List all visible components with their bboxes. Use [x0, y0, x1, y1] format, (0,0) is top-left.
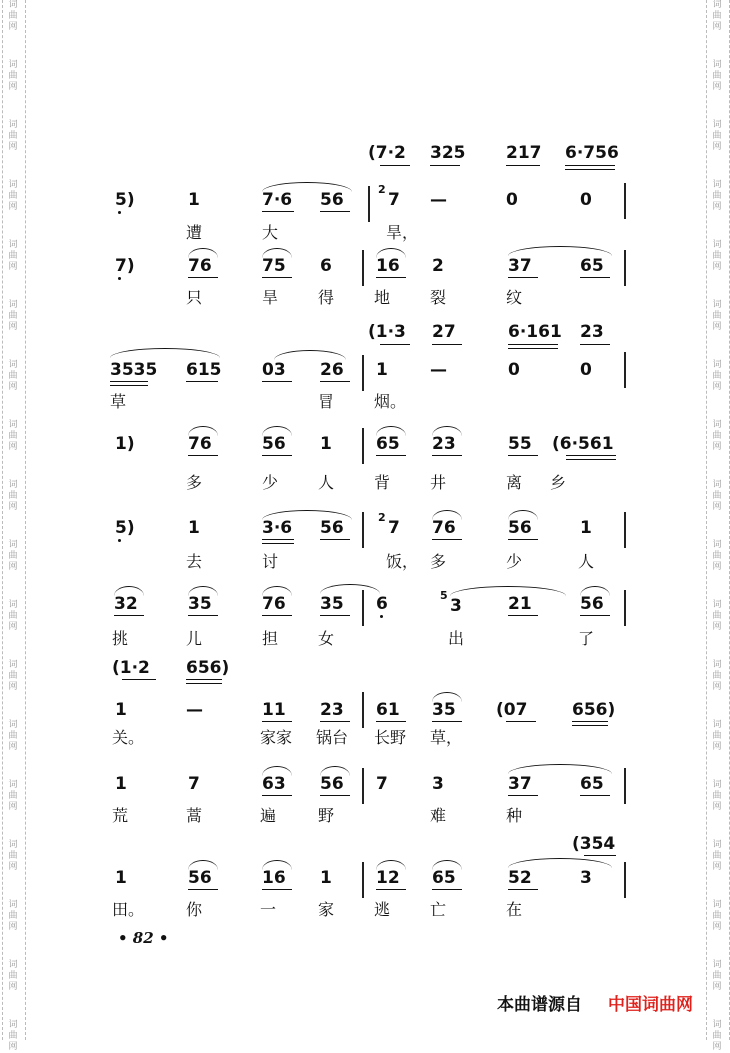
watermark-stamp: 词 曲 网 [712, 60, 722, 92]
note: 656) [572, 700, 616, 720]
note: 0 [580, 190, 592, 210]
barline [362, 512, 364, 548]
watermark-stamp: 词 曲 网 [712, 480, 722, 512]
underline [188, 889, 218, 890]
watermark-stamp: 词 曲 网 [712, 660, 722, 692]
note: 63 [262, 774, 286, 794]
slur [432, 426, 462, 436]
underline [262, 539, 294, 540]
slur [432, 692, 462, 702]
underline [432, 889, 462, 890]
slur [262, 860, 292, 870]
underline [188, 277, 218, 278]
watermark-stamp: 词 曲 网 [8, 960, 18, 992]
low-dot [118, 211, 121, 214]
slur [320, 766, 350, 776]
watermark-stamp: 词 曲 网 [8, 240, 18, 272]
barline [624, 590, 626, 626]
watermark-stamp: 词 曲 网 [8, 120, 18, 152]
lyric: 人 [578, 552, 595, 571]
slur [376, 860, 406, 870]
barline [624, 768, 626, 804]
note: 2 [432, 256, 444, 276]
note: 1 [320, 434, 332, 454]
note: 12 [376, 868, 400, 888]
watermark-stamp: 词 曲 网 [712, 840, 722, 872]
note: 1 [188, 518, 200, 538]
underline [584, 855, 616, 856]
note: 5) [115, 190, 135, 210]
watermark-stamp: 词 曲 网 [712, 360, 722, 392]
watermark-stamp: 词 曲 网 [8, 180, 18, 212]
lyric: 地 [374, 288, 391, 307]
watermark-stamp: 词 曲 网 [712, 600, 722, 632]
underline [262, 381, 292, 382]
watermark-stamp: 词 曲 网 [8, 660, 18, 692]
slur [274, 350, 346, 360]
note: 16 [376, 256, 400, 276]
note: 7) [115, 256, 135, 276]
lyric: 在 [506, 900, 523, 919]
slur [508, 510, 538, 520]
note: 23 [580, 322, 604, 342]
note: 56 [188, 868, 212, 888]
watermark-stamp: 词 曲 网 [712, 780, 722, 812]
underline [186, 381, 218, 382]
underline [430, 165, 460, 166]
note: 1 [320, 868, 332, 888]
slur [262, 510, 352, 520]
underline [566, 455, 616, 456]
underline [432, 344, 462, 345]
note: 56 [320, 518, 344, 538]
underline [188, 455, 218, 456]
underline [380, 165, 410, 166]
slur [188, 248, 218, 258]
lyric: 了 [578, 629, 595, 648]
note: 3 [580, 868, 592, 888]
barline [362, 768, 364, 804]
note: 52 [508, 868, 532, 888]
note: 1 [376, 360, 388, 380]
lyric: 逃 [374, 900, 391, 919]
slur [262, 182, 352, 192]
note: 0 [506, 190, 518, 210]
note: 7 [188, 774, 200, 794]
note: 1 [115, 774, 127, 794]
underline [262, 721, 292, 722]
underline [114, 615, 144, 616]
lyric: 讨 [262, 552, 279, 571]
lyric: 长野 [374, 728, 407, 747]
barline [362, 590, 364, 626]
watermark-stamp: 词 曲 网 [8, 720, 18, 752]
note: 6 [376, 594, 388, 614]
note: 7 [388, 190, 400, 210]
note: 21 [508, 594, 532, 614]
note: (7·2 [368, 143, 406, 163]
barline [362, 355, 364, 391]
underline [262, 795, 292, 796]
underline [122, 679, 156, 680]
lyric: 遭 [186, 223, 203, 242]
watermark-stamp: 词 曲 网 [8, 540, 18, 572]
slur [580, 586, 610, 596]
underline [320, 211, 350, 212]
underline [320, 539, 350, 540]
note: 0 [580, 360, 592, 380]
lyric: 少 [506, 552, 523, 571]
underline [565, 165, 615, 166]
underline [506, 721, 536, 722]
lyric: 你 [186, 900, 203, 919]
low-dot [118, 277, 121, 280]
lyric: 烟。 [374, 392, 407, 411]
watermark-stamp: 词 曲 网 [712, 1020, 722, 1052]
watermark-stamp: 词 曲 网 [712, 720, 722, 752]
underline [380, 344, 410, 345]
underline [262, 889, 292, 890]
slur [508, 246, 612, 256]
lyric: 种 [506, 806, 523, 825]
lyric: 旱 [262, 288, 279, 307]
slur [508, 764, 612, 774]
underline [508, 795, 538, 796]
note: (1·2 [112, 658, 150, 678]
note: 76 [188, 256, 212, 276]
underline [376, 889, 406, 890]
underline [508, 348, 558, 349]
watermark-stamp: 词 曲 网 [712, 300, 722, 332]
underline [432, 455, 462, 456]
lyric: 草 [110, 392, 127, 411]
slur [188, 426, 218, 436]
underline [262, 455, 292, 456]
note: 0 [508, 360, 520, 380]
underline [320, 381, 350, 382]
page-number: • 82 • [118, 929, 169, 947]
underline [320, 615, 350, 616]
barline [624, 352, 626, 388]
barline [362, 428, 364, 464]
note: 3 [432, 774, 444, 794]
underline [262, 211, 294, 212]
note: 65 [580, 774, 604, 794]
note: — [186, 700, 203, 720]
note: 23 [320, 700, 344, 720]
underline [376, 721, 406, 722]
note: 37 [508, 256, 532, 276]
barline [368, 186, 370, 222]
note: 03 [262, 360, 286, 380]
note: 76 [432, 518, 456, 538]
underline [506, 165, 540, 166]
watermark-stamp: 词 曲 网 [712, 420, 722, 452]
watermark-stamp: 词 曲 网 [712, 240, 722, 272]
note: 56 [580, 594, 604, 614]
note: 3535 [110, 360, 158, 380]
note: (6·561 [552, 434, 614, 454]
lyric: 裂 [430, 288, 447, 307]
slur [262, 766, 292, 776]
note: 65 [580, 256, 604, 276]
note: 1 [580, 518, 592, 538]
note: 6·161 [508, 322, 562, 342]
lyric: 田。 [112, 900, 145, 919]
lyric: 女 [318, 629, 335, 648]
barline [362, 250, 364, 286]
note: 11 [262, 700, 286, 720]
underline [580, 277, 610, 278]
watermark-stamp: 词 曲 网 [8, 1020, 18, 1052]
note: 61 [376, 700, 400, 720]
underline [262, 277, 292, 278]
grace-note: 2 [378, 511, 386, 524]
note: 325 [430, 143, 466, 163]
slur [432, 860, 462, 870]
note: 656) [186, 658, 230, 678]
lyric: 多 [430, 552, 447, 571]
slur [262, 426, 292, 436]
underline [580, 615, 610, 616]
watermark-stamp: 词 曲 网 [8, 600, 18, 632]
note: 1) [115, 434, 135, 454]
note: 56 [320, 774, 344, 794]
barline [362, 692, 364, 728]
lyric: 野 [318, 806, 335, 825]
note: 56 [262, 434, 286, 454]
lyric: 锅台 [316, 728, 349, 747]
underline [188, 615, 218, 616]
underline [376, 455, 406, 456]
slur [508, 858, 612, 868]
note: 16 [262, 868, 286, 888]
underline [320, 795, 350, 796]
underline [566, 459, 616, 460]
watermark-stamp: 词 曲 网 [712, 960, 722, 992]
slur [114, 586, 144, 596]
underline [572, 725, 608, 726]
slur [432, 510, 462, 520]
underline [580, 344, 610, 345]
lyric: 大 [262, 223, 279, 242]
note: 7·6 [262, 190, 293, 210]
slur [262, 248, 292, 258]
watermark-stamp: 词 曲 网 [712, 120, 722, 152]
watermark-rail-right [706, 0, 730, 1040]
lyric: 旱， [386, 223, 419, 242]
underline [320, 721, 350, 722]
underline [580, 795, 610, 796]
watermark-stamp: 词 曲 网 [8, 900, 18, 932]
note: 7 [388, 518, 400, 538]
underline [262, 615, 292, 616]
note: 23 [432, 434, 456, 454]
underline [110, 381, 148, 382]
underline [572, 721, 608, 722]
slur [376, 248, 406, 258]
note: 35 [188, 594, 212, 614]
underline [565, 169, 615, 170]
note: 65 [376, 434, 400, 454]
source-label: 本曲谱源自 [497, 995, 582, 1015]
lyric: 出 [448, 629, 465, 648]
barline [624, 250, 626, 286]
note: 3·6 [262, 518, 293, 538]
watermark-stamp: 词 曲 网 [8, 840, 18, 872]
underline [186, 683, 222, 684]
note: 32 [114, 594, 138, 614]
note: 26 [320, 360, 344, 380]
note: (354 [572, 834, 616, 854]
note: 3 [450, 596, 462, 616]
barline [624, 183, 626, 219]
watermark-stamp: 词 曲 网 [712, 0, 722, 32]
underline [432, 721, 462, 722]
note: (1·3 [368, 322, 406, 342]
lyric: 蒿 [186, 806, 203, 825]
watermark-rail-left [2, 0, 26, 1040]
note: 6·756 [565, 143, 619, 163]
lyric: 多 [186, 473, 203, 492]
note: 56 [320, 190, 344, 210]
lyric: 纹 [506, 288, 523, 307]
note: 27 [432, 322, 456, 342]
note: 76 [262, 594, 286, 614]
lyric: 人 [318, 473, 335, 492]
lyric: 乡 [550, 473, 567, 492]
note: 615 [186, 360, 222, 380]
slur [262, 586, 292, 596]
underline [508, 455, 538, 456]
lyric: 饭， [386, 552, 419, 571]
note: 65 [432, 868, 456, 888]
lyric: 离 [506, 473, 523, 492]
underline [508, 277, 538, 278]
lyric: 草， [430, 728, 463, 747]
lyric: 家家 [260, 728, 293, 747]
watermark-stamp: 词 曲 网 [8, 480, 18, 512]
watermark-stamp: 词 曲 网 [8, 60, 18, 92]
note: 56 [508, 518, 532, 538]
underline [110, 385, 148, 386]
lyric: 挑 [112, 629, 129, 648]
slur [188, 586, 218, 596]
barline [362, 862, 364, 898]
note: 55 [508, 434, 532, 454]
lyric: 一 [260, 900, 277, 919]
watermark-stamp: 词 曲 网 [712, 180, 722, 212]
slur [320, 584, 380, 594]
note: 7 [376, 774, 388, 794]
note: 6 [320, 256, 332, 276]
watermark-stamp: 词 曲 网 [8, 420, 18, 452]
lyric: 遍 [260, 806, 277, 825]
lyric: 只 [186, 288, 203, 307]
underline [186, 679, 222, 680]
grace-note: 2 [378, 183, 386, 196]
note: — [430, 190, 447, 210]
lyric: 儿 [186, 629, 203, 648]
slur [376, 426, 406, 436]
lyric: 去 [186, 552, 203, 571]
watermark-stamp: 词 曲 网 [8, 0, 18, 32]
note: 76 [188, 434, 212, 454]
note: 75 [262, 256, 286, 276]
lyric: 关。 [112, 728, 145, 747]
barline [624, 512, 626, 548]
note: 217 [506, 143, 542, 163]
lyric: 得 [318, 288, 335, 307]
source-site-link[interactable]: 中国词曲网 [608, 995, 693, 1015]
lyric: 少 [262, 473, 279, 492]
lyric: 荒 [112, 806, 129, 825]
underline [508, 615, 538, 616]
slur [188, 860, 218, 870]
watermark-stamp: 词 曲 网 [8, 300, 18, 332]
underline [376, 277, 406, 278]
lyric: 亡 [430, 900, 447, 919]
watermark-stamp: 词 曲 网 [712, 540, 722, 572]
watermark-stamp: 词 曲 网 [8, 780, 18, 812]
note: 37 [508, 774, 532, 794]
lyric: 担 [262, 629, 279, 648]
low-dot [118, 539, 121, 542]
lyric: 冒 [318, 392, 335, 411]
slur [110, 348, 220, 358]
note: (07 [496, 700, 528, 720]
underline [508, 344, 558, 345]
watermark-stamp: 词 曲 网 [712, 900, 722, 932]
lyric: 井 [430, 473, 447, 492]
lyric: 难 [430, 806, 447, 825]
underline [508, 539, 538, 540]
lyric: 家 [318, 900, 335, 919]
note: 1 [188, 190, 200, 210]
grace-note: 5 [440, 589, 448, 602]
note: 35 [320, 594, 344, 614]
underline [432, 539, 462, 540]
note: 5) [115, 518, 135, 538]
lyric: 背 [374, 473, 391, 492]
low-dot [380, 615, 383, 618]
watermark-stamp: 词 曲 网 [8, 360, 18, 392]
underline [262, 543, 294, 544]
underline [508, 889, 538, 890]
note: 1 [115, 700, 127, 720]
note: — [430, 360, 447, 380]
note: 1 [115, 868, 127, 888]
barline [624, 862, 626, 898]
note: 35 [432, 700, 456, 720]
